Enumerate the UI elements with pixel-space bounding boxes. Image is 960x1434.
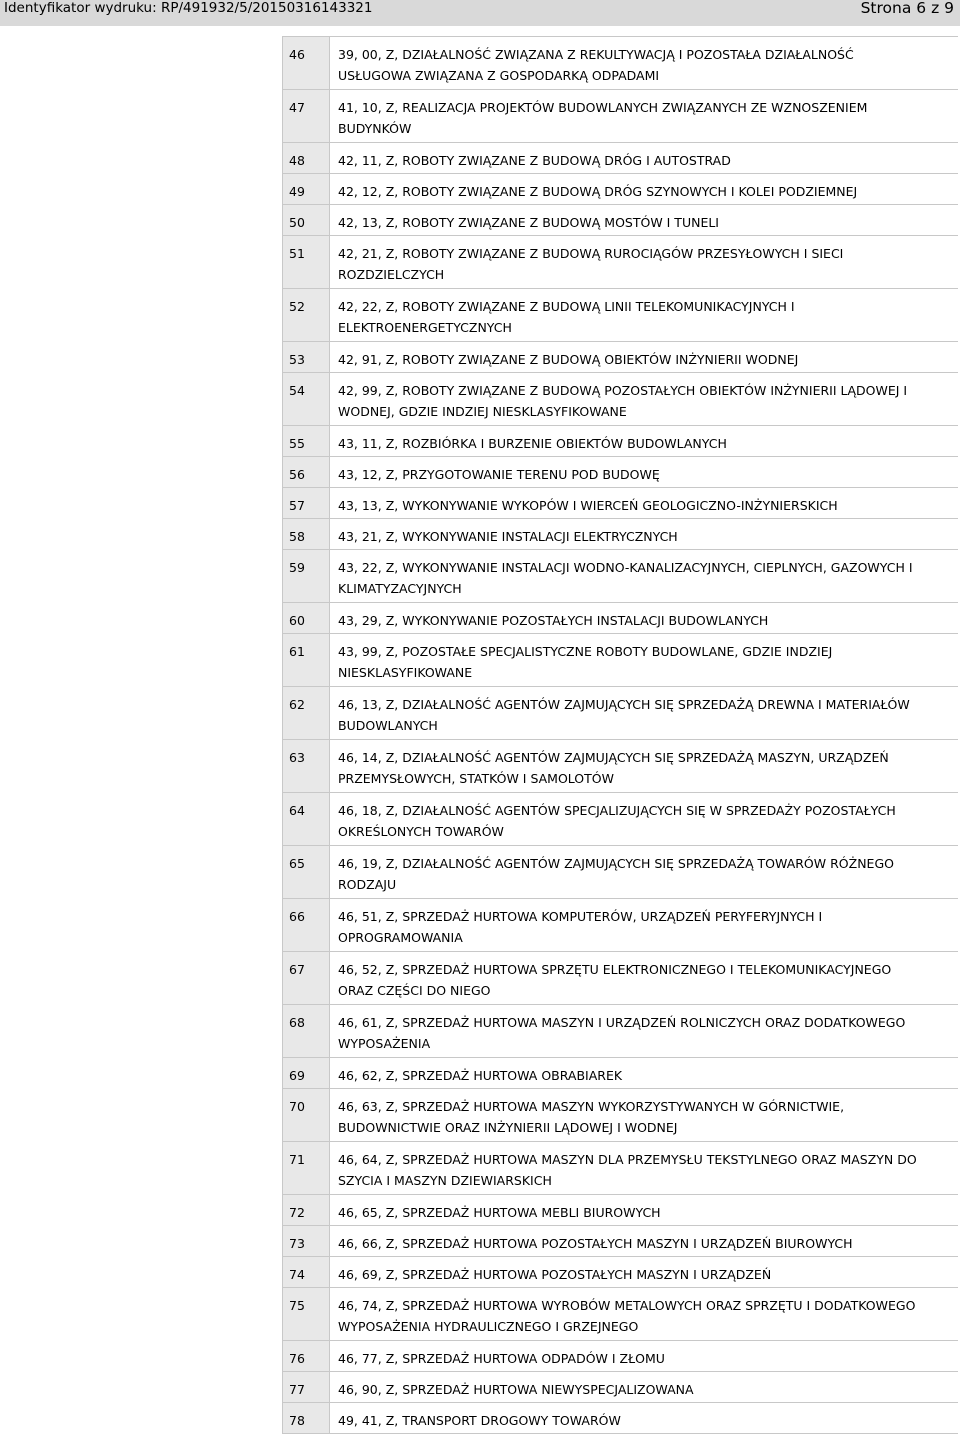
description-line: 46, 90, Z, SPRZEDAŻ HURTOWA NIEWYSPECJALIZOWANA: [338, 1382, 694, 1397]
activity-description: [330, 634, 958, 686]
table-row: [282, 550, 958, 603]
activity-description: [330, 37, 958, 89]
row-number: 77: [282, 1372, 330, 1402]
description-line: KLIMATYZACYJNYCH: [338, 581, 462, 596]
table-row: [282, 1005, 958, 1058]
table-row: [282, 846, 958, 899]
description-line: 46, 64, Z, SPRZEDAŻ HURTOWA MASZYN DLA PRZEMYSŁU TEKSTYLNEGO ORAZ MASZYN DO: [338, 1152, 917, 1167]
activity-description: [330, 342, 958, 372]
row-number: 57: [282, 488, 330, 518]
row-number: 70: [282, 1089, 330, 1141]
table-row: [282, 342, 958, 373]
table-row: [282, 1142, 958, 1195]
table-row: [282, 373, 958, 426]
row-number: 78: [282, 1403, 330, 1433]
description-line: 43, 13, Z, WYKONYWANIE WYKOPÓW I WIERCEŃ GEOLOGICZNO-INŻYNIERSKICH: [338, 498, 838, 513]
description-line: OPROGRAMOWANIA: [338, 930, 463, 945]
description-line: SZYCIA I MASZYN DZIEWIARSKICH: [338, 1173, 552, 1188]
table-row: [282, 1058, 958, 1089]
row-number: 47: [282, 90, 330, 142]
table-row: [282, 236, 958, 289]
activity-description: [330, 603, 958, 633]
description-line: PRZEMYSŁOWYCH, STATKÓW I SAMOLOTÓW: [338, 771, 614, 786]
activity-description: [330, 488, 958, 518]
description-line: 42, 11, Z, ROBOTY ZWIĄZANE Z BUDOWĄ DRÓG I AUTOSTRAD: [338, 153, 731, 168]
activity-description: [330, 519, 958, 549]
description-line: BUDYNKÓW: [338, 121, 412, 136]
description-line: 39, 00, Z, DZIAŁALNOŚĆ ZWIĄZANA Z REKULTYWACJĄ I POZOSTAŁA DZIAŁALNOŚĆ: [338, 47, 854, 62]
description-line: 43, 11, Z, ROZBIÓRKA I BURZENIE OBIEKTÓW BUDOWLANYCH: [338, 436, 727, 451]
activity-description: [330, 846, 958, 898]
table-row: [282, 634, 958, 687]
table-row: [282, 1403, 958, 1434]
row-number: 65: [282, 846, 330, 898]
activity-description: [330, 174, 958, 204]
activity-description: [330, 236, 958, 288]
table-row: [282, 1089, 958, 1142]
description-line: 42, 12, Z, ROBOTY ZWIĄZANE Z BUDOWĄ DRÓG SZYNOWYCH I KOLEI PODZIEMNEJ: [338, 184, 858, 199]
row-number: 55: [282, 426, 330, 456]
table-row: [282, 519, 958, 550]
description-line: ELEKTROENERGETYCZNYCH: [338, 320, 512, 335]
row-number: 46: [282, 37, 330, 89]
description-line: 46, 14, Z, DZIAŁALNOŚĆ AGENTÓW ZAJMUJĄCYCH SIĘ SPRZEDAŻĄ MASZYN, URZĄDZEŃ: [338, 750, 889, 765]
description-line: 46, 13, Z, DZIAŁALNOŚĆ AGENTÓW ZAJMUJĄCYCH SIĘ SPRZEDAŻĄ DREWNA I MATERIAŁÓW: [338, 697, 910, 712]
description-line: 43, 99, Z, POZOSTAŁE SPECJALISTYCZNE ROBOTY BUDOWLANE, GDZIE INDZIEJ: [338, 644, 833, 659]
activity-description: [330, 793, 958, 845]
row-number: 69: [282, 1058, 330, 1088]
row-number: 53: [282, 342, 330, 372]
table-row: [282, 426, 958, 457]
description-line: 42, 13, Z, ROBOTY ZWIĄZANE Z BUDOWĄ MOSTÓW I TUNELI: [338, 215, 719, 230]
table-row: [282, 37, 958, 90]
row-number: 67: [282, 952, 330, 1004]
description-line: OKREŚLONYCH TOWARÓW: [338, 824, 504, 839]
row-number: 49: [282, 174, 330, 204]
activity-description: [330, 1195, 958, 1225]
table-row: [282, 143, 958, 174]
description-line: 46, 77, Z, SPRZEDAŻ HURTOWA ODPADÓW I ZŁOMU: [338, 1351, 665, 1366]
activity-description: [330, 899, 958, 951]
description-line: 46, 65, Z, SPRZEDAŻ HURTOWA MEBLI BIUROWYCH: [338, 1205, 661, 1220]
description-line: 46, 69, Z, SPRZEDAŻ HURTOWA POZOSTAŁYCH MASZYN I URZĄDZEŃ: [338, 1267, 772, 1282]
activity-description: [330, 1142, 958, 1194]
row-number: 75: [282, 1288, 330, 1340]
row-number: 72: [282, 1195, 330, 1225]
row-number: 52: [282, 289, 330, 341]
table-row: [282, 1257, 958, 1288]
description-line: 46, 18, Z, DZIAŁALNOŚĆ AGENTÓW SPECJALIZUJĄCYCH SIĘ W SPRZEDAŻY POZOSTAŁYCH: [338, 803, 896, 818]
activity-description: [330, 1058, 958, 1088]
table-row: [282, 740, 958, 793]
description-line: ROZDZIELCZYCH: [338, 267, 445, 282]
activity-description: [330, 1341, 958, 1371]
activity-description: [330, 143, 958, 173]
description-line: 49, 41, Z, TRANSPORT DROGOWY TOWARÓW: [338, 1413, 621, 1428]
table-row: [282, 899, 958, 952]
description-line: WYPOSAŻENIA: [338, 1036, 431, 1051]
description-line: ORAZ CZĘŚCI DO NIEGO: [338, 983, 491, 998]
description-line: 46, 62, Z, SPRZEDAŻ HURTOWA OBRABIAREK: [338, 1068, 623, 1083]
row-number: 63: [282, 740, 330, 792]
description-line: WYPOSAŻENIA HYDRAULICZNEGO I GRZEJNEGO: [338, 1319, 639, 1334]
activity-description: [330, 952, 958, 1004]
activity-description: [330, 1372, 958, 1402]
description-line: 42, 21, Z, ROBOTY ZWIĄZANE Z BUDOWĄ RUROCIĄGÓW PRZESYŁOWYCH I SIECI: [338, 246, 844, 261]
table-row: [282, 488, 958, 519]
print-identifier: Identyfikator wydruku: RP/491932/5/20150316143321: [4, 0, 373, 16]
row-number: 76: [282, 1341, 330, 1371]
table-row: [282, 174, 958, 205]
activity-description: [330, 740, 958, 792]
table-row: [282, 1372, 958, 1403]
row-number: 68: [282, 1005, 330, 1057]
activity-description: [330, 90, 958, 142]
description-line: 46, 66, Z, SPRZEDAŻ HURTOWA POZOSTAŁYCH MASZYN I URZĄDZEŃ BIUROWYCH: [338, 1236, 853, 1251]
description-line: 42, 22, Z, ROBOTY ZWIĄZANE Z BUDOWĄ LINII TELEKOMUNIKACYJNYCH I: [338, 299, 795, 314]
activity-description: [330, 550, 958, 602]
table-row: [282, 457, 958, 488]
pkd-activity-table: [282, 36, 958, 1434]
table-row: [282, 1226, 958, 1257]
table-row: [282, 1341, 958, 1372]
description-line: 42, 91, Z, ROBOTY ZWIĄZANE Z BUDOWĄ OBIEKTÓW INŻYNIERII WODNEJ: [338, 352, 799, 367]
description-line: 46, 51, Z, SPRZEDAŻ HURTOWA KOMPUTERÓW, URZĄDZEŃ PERYFERYJNYCH I: [338, 909, 823, 924]
description-line: 41, 10, Z, REALIZACJA PROJEKTÓW BUDOWLANYCH ZWIĄZANYCH ZE WZNOSZENIEM: [338, 100, 868, 115]
table-row: [282, 1195, 958, 1226]
description-line: BUDOWLANYCH: [338, 718, 438, 733]
description-line: USŁUGOWA ZWIĄZANA Z GOSPODARKĄ ODPADAMI: [338, 68, 660, 83]
row-number: 51: [282, 236, 330, 288]
description-line: 46, 52, Z, SPRZEDAŻ HURTOWA SPRZĘTU ELEKTRONICZNEGO I TELEKOMUNIKACYJNEGO: [338, 962, 892, 977]
table-row: [282, 952, 958, 1005]
description-line: NIESKLASYFIKOWANE: [338, 665, 473, 680]
activity-description: [330, 1226, 958, 1256]
row-number: 60: [282, 603, 330, 633]
row-number: 58: [282, 519, 330, 549]
activity-description: [330, 426, 958, 456]
row-number: 61: [282, 634, 330, 686]
activity-description: [330, 1089, 958, 1141]
row-number: 50: [282, 205, 330, 235]
table-row: [282, 603, 958, 634]
row-number: 73: [282, 1226, 330, 1256]
description-line: 46, 74, Z, SPRZEDAŻ HURTOWA WYROBÓW METALOWYCH ORAZ SPRZĘTU I DODATKOWEGO: [338, 1298, 916, 1313]
page-number: Strona 6 z 9: [860, 0, 954, 17]
row-number: 74: [282, 1257, 330, 1287]
print-header: [0, 0, 960, 26]
table-row: [282, 687, 958, 740]
activity-description: [330, 205, 958, 235]
activity-description: [330, 1005, 958, 1057]
description-line: 42, 99, Z, ROBOTY ZWIĄZANE Z BUDOWĄ POZOSTAŁYCH OBIEKTÓW INŻYNIERII LĄDOWEJ I: [338, 383, 908, 398]
table-row: [282, 289, 958, 342]
description-line: BUDOWNICTWIE ORAZ INŻYNIERII LĄDOWEJ I WODNEJ: [338, 1120, 678, 1135]
row-number: 66: [282, 899, 330, 951]
row-number: 64: [282, 793, 330, 845]
description-line: 46, 19, Z, DZIAŁALNOŚĆ AGENTÓW ZAJMUJĄCYCH SIĘ SPRZEDAŻĄ TOWARÓW RÓŻNEGO: [338, 856, 894, 871]
row-number: 59: [282, 550, 330, 602]
row-number: 54: [282, 373, 330, 425]
activity-description: [330, 1288, 958, 1340]
row-number: 56: [282, 457, 330, 487]
activity-description: [330, 373, 958, 425]
activity-description: [330, 687, 958, 739]
description-line: 43, 22, Z, WYKONYWANIE INSTALACJI WODNO-KANALIZACYJNYCH, CIEPLNYCH, GAZOWYCH I: [338, 560, 913, 575]
row-number: 62: [282, 687, 330, 739]
table-row: [282, 90, 958, 143]
row-number: 71: [282, 1142, 330, 1194]
description-line: 43, 12, Z, PRZYGOTOWANIE TERENU POD BUDOWĘ: [338, 467, 660, 482]
table-row: [282, 793, 958, 846]
description-line: 43, 29, Z, WYKONYWANIE POZOSTAŁYCH INSTALACJI BUDOWLANYCH: [338, 613, 769, 628]
table-row: [282, 205, 958, 236]
description-line: RODZAJU: [338, 877, 397, 892]
description-line: 46, 63, Z, SPRZEDAŻ HURTOWA MASZYN WYKORZYSTYWANYCH W GÓRNICTWIE,: [338, 1099, 845, 1114]
description-line: 46, 61, Z, SPRZEDAŻ HURTOWA MASZYN I URZĄDZEŃ ROLNICZYCH ORAZ DODATKOWEGO: [338, 1015, 906, 1030]
description-line: WODNEJ, GDZIE INDZIEJ NIESKLASYFIKOWANE: [338, 404, 627, 419]
activity-description: [330, 1403, 958, 1433]
activity-description: [330, 457, 958, 487]
description-line: 43, 21, Z, WYKONYWANIE INSTALACJI ELEKTRYCZNYCH: [338, 529, 678, 544]
row-number: 48: [282, 143, 330, 173]
table-row: [282, 1288, 958, 1341]
activity-description: [330, 1257, 958, 1287]
activity-description: [330, 289, 958, 341]
